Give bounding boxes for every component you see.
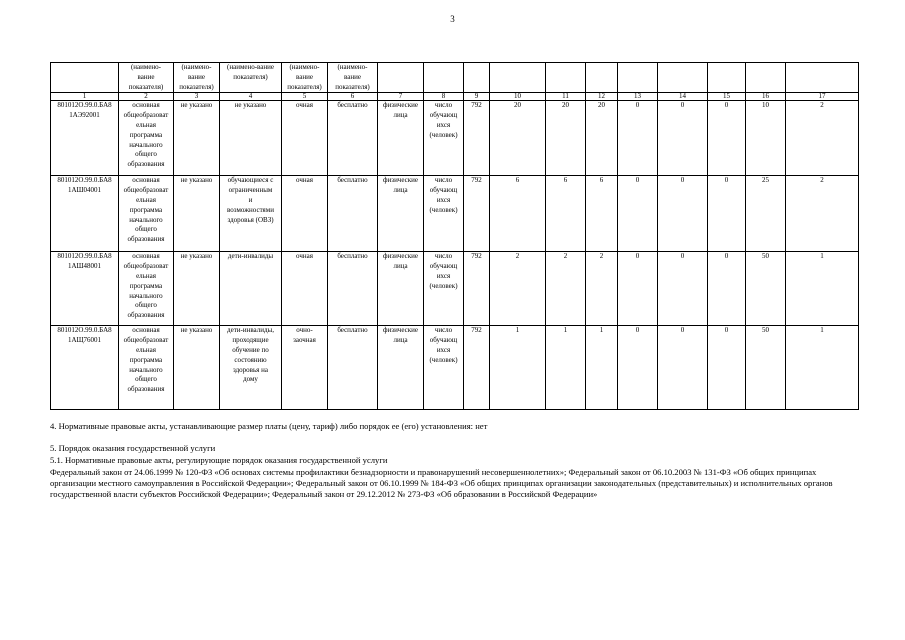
header-row-cell-12: [586, 63, 618, 93]
table-row-cell-3: не указано: [174, 101, 220, 176]
table-row-cell-4: дети-инвалиды, проходящие обучение по состоянию здоровья на дому: [220, 326, 282, 410]
section-5-heading: 5. Порядок оказания государственной услуги: [50, 443, 216, 453]
table-row: [51, 326, 859, 410]
table-row-cell-4: не указано: [220, 101, 282, 176]
table-row-cell-11: 2: [546, 252, 586, 326]
table-row-cell-16: 10: [746, 101, 786, 176]
table-row-cell-1: 801012О.99.0.БА8 1АШ04001: [51, 176, 119, 252]
table-row-cell-17: 2: [786, 176, 859, 252]
table-row-cell-14: 0: [658, 101, 708, 176]
header-row-cell-2: (наимено- вание показателя): [119, 63, 174, 93]
table-row-cell-3: не указано: [174, 252, 220, 326]
section-5-1-heading: 5.1. Нормативные правовые акты, регулирующие порядок оказания государственной услуги: [50, 455, 388, 465]
table-row-cell-17: 2: [786, 101, 859, 176]
table-row-cell-1: 801012О.99.0.БА8 1АЩ76001: [51, 326, 119, 410]
table-row-cell-13: 0: [618, 101, 658, 176]
laws-paragraph: Федеральный закон от 24.06.1999 № 120-ФЗ «Об основах системы профилактики безнадзорности и правонарушений несовершеннолетних»; Федеральный закон от 06.10.2003 № 131-ФЗ «Об общих принципах организации местного самоуправления в Российской Федерации»; Федеральный закон от 06.10.1999 № 184-ФЗ «Об общих принципах организации законодательных (представительных) и исполнительных органов государственной власти субъектов Российской Федерации»; Федеральный закон от 29.12.2012 № 273-ФЗ «Об образовании в Российской Федерации»: [50, 467, 833, 499]
table-row-cell-7: физические лица: [378, 252, 424, 326]
table-row-cell-9: 792: [464, 176, 490, 252]
column-number-row-cell-14: 14: [658, 93, 708, 101]
column-number-row-cell-3: 3: [174, 93, 220, 101]
header-row-cell-6: (наимено- вание показателя): [328, 63, 378, 93]
header-row-cell-1: [51, 63, 119, 93]
header-row-cell-4: (наимено-вание показателя): [220, 63, 282, 93]
table-row-cell-2: основная общеобразоват ельная программа начального общего образования: [119, 326, 174, 410]
table-row-cell-12: 2: [586, 252, 618, 326]
header-row-cell-5: (наимено- вание показателя): [282, 63, 328, 93]
column-number-row-cell-8: 8: [424, 93, 464, 101]
table-row-cell-16: 50: [746, 326, 786, 410]
table-row-cell-12: 6: [586, 176, 618, 252]
table-row-cell-5: очная: [282, 252, 328, 326]
table-row-cell-8: число обучающ ихся (человек): [424, 101, 464, 176]
header-row: [51, 63, 859, 93]
table-row-cell-8: число обучающ ихся (человек): [424, 252, 464, 326]
table-row-cell-3: не указано: [174, 176, 220, 252]
table-row-cell-5: очная: [282, 176, 328, 252]
table-row-cell-1: 801012О.99.0.БА8 1АШ48001: [51, 252, 119, 326]
header-row-cell-9: [464, 63, 490, 93]
table-row-cell-10: 2: [490, 252, 546, 326]
column-number-row-cell-15: 15: [708, 93, 746, 101]
header-row-cell-3: (наимено- вание показателя): [174, 63, 220, 93]
table-row-cell-15: 0: [708, 101, 746, 176]
column-number-row-cell-13: 13: [618, 93, 658, 101]
column-number-row-cell-12: 12: [586, 93, 618, 101]
table-row-cell-8: число обучающ ихся (человек): [424, 326, 464, 410]
table-row-cell-11: 20: [546, 101, 586, 176]
table-row-cell-2: основная общеобразоват ельная программа начального общего образования: [119, 101, 174, 176]
column-number-row-cell-4: 4: [220, 93, 282, 101]
column-number-row-cell-7: 7: [378, 93, 424, 101]
table-row-cell-5: очно- заочная: [282, 326, 328, 410]
header-row-cell-17: [786, 63, 859, 93]
section-4-text: 4. Нормативные правовые акты, устанавливающие размер платы (цену, тариф) либо порядок ее (его) установления: нет: [50, 421, 488, 431]
table-row-cell-9: 792: [464, 326, 490, 410]
table-row: [51, 252, 859, 326]
table-row-cell-17: 1: [786, 326, 859, 410]
header-row-cell-10: [490, 63, 546, 93]
table-row-cell-2: основная общеобразоват ельная программа начального общего образования: [119, 252, 174, 326]
table-row-cell-12: 20: [586, 101, 618, 176]
table-row-cell-12: 1: [586, 326, 618, 410]
table-row-cell-6: бесплатно: [328, 326, 378, 410]
table-row: [51, 176, 859, 252]
table-row-cell-9: 792: [464, 101, 490, 176]
table-row-cell-8: число обучающ ихся (человек): [424, 176, 464, 252]
table-row-cell-15: 0: [708, 326, 746, 410]
column-number-row-cell-5: 5: [282, 93, 328, 101]
column-number-row-cell-16: 16: [746, 93, 786, 101]
header-row-cell-11: [546, 63, 586, 93]
header-row-cell-14: [658, 63, 708, 93]
table-row-cell-15: 0: [708, 252, 746, 326]
table-row-cell-11: 6: [546, 176, 586, 252]
table-row-cell-14: 0: [658, 176, 708, 252]
table-row-cell-4: дети-инвалиды: [220, 252, 282, 326]
table-row-cell-15: 0: [708, 176, 746, 252]
column-number-row-cell-17: 17: [786, 93, 859, 101]
column-number-row-cell-2: 2: [119, 93, 174, 101]
table-row-cell-7: физические лица: [378, 326, 424, 410]
table-row-cell-16: 25: [746, 176, 786, 252]
table-row-cell-17: 1: [786, 252, 859, 326]
table-row-cell-9: 792: [464, 252, 490, 326]
table-row-cell-6: бесплатно: [328, 252, 378, 326]
header-row-cell-16: [746, 63, 786, 93]
table-row-cell-6: бесплатно: [328, 176, 378, 252]
column-number-row-cell-11: 11: [546, 93, 586, 101]
column-number-row-cell-6: 6: [328, 93, 378, 101]
table-row-cell-4: обучающиеся с ограниченным и возможностями здоровья (ОВЗ): [220, 176, 282, 252]
table-row-cell-10: 1: [490, 326, 546, 410]
table-row-cell-3: не указано: [174, 326, 220, 410]
table-row-cell-1: 801012О.99.0.БА8 1АЭ92001: [51, 101, 119, 176]
table-row-cell-13: 0: [618, 252, 658, 326]
header-row-cell-8: [424, 63, 464, 93]
page-number: 3: [450, 14, 455, 24]
table-row-cell-10: 6: [490, 176, 546, 252]
column-number-row-cell-9: 9: [464, 93, 490, 101]
table-row-cell-13: 0: [618, 326, 658, 410]
table-row: [51, 101, 859, 176]
table-row-cell-11: 1: [546, 326, 586, 410]
header-row-cell-15: [708, 63, 746, 93]
table-row-cell-14: 0: [658, 252, 708, 326]
table-row-cell-14: 0: [658, 326, 708, 410]
column-number-row: [51, 93, 859, 101]
column-number-row-cell-10: 10: [490, 93, 546, 101]
table-row-cell-2: основная общеобразоват ельная программа начального общего образования: [119, 176, 174, 252]
services-table: [50, 62, 859, 410]
table-row-cell-5: очная: [282, 101, 328, 176]
table-row-cell-7: физические лица: [378, 176, 424, 252]
table-row-cell-13: 0: [618, 176, 658, 252]
table-row-cell-6: бесплатно: [328, 101, 378, 176]
column-number-row-cell-1: 1: [51, 93, 119, 101]
header-row-cell-7: [378, 63, 424, 93]
header-row-cell-13: [618, 63, 658, 93]
table-row-cell-16: 50: [746, 252, 786, 326]
table-row-cell-10: 20: [490, 101, 546, 176]
table-row-cell-7: физические лица: [378, 101, 424, 176]
